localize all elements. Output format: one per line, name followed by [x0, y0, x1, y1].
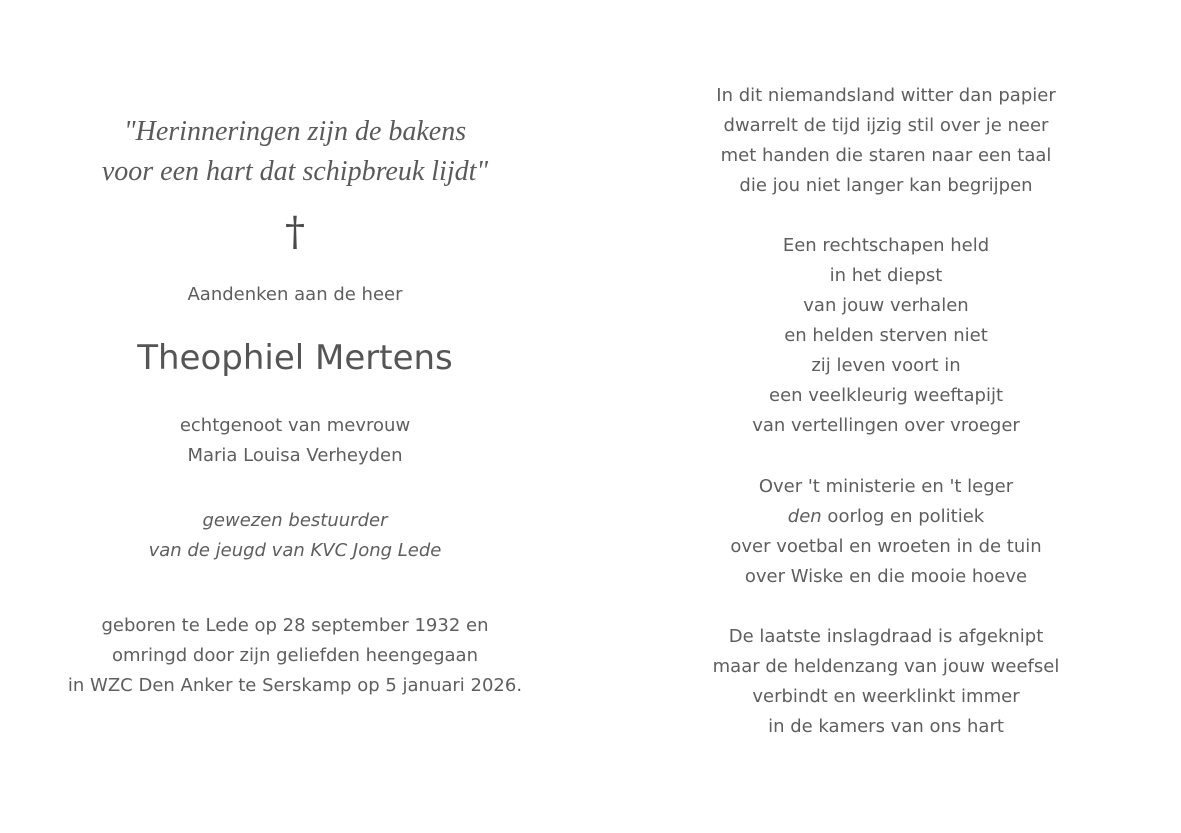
poem-line: De laatste inslagdraad is afgeknipt [728, 626, 1044, 647]
poem-line: in het diepst [829, 265, 943, 286]
role-line-2: van de jeugd van KVC Jong Lede [148, 540, 442, 561]
poem-line: Een rechtschapen held [782, 235, 990, 256]
role-block [40, 506, 550, 566]
poem-line: die jou niet langer kan begrijpen [739, 175, 1033, 196]
poem-line: zij leven voort in [811, 355, 961, 376]
quote-line-1: "Herinneringen zijn de bakens [123, 116, 467, 147]
quote-line-2: voor een hart dat schipbreuk lijdt" [101, 156, 489, 187]
poem-stanza-3 [636, 472, 1136, 592]
poem-line: verbindt en weerklinkt immer [752, 686, 1020, 707]
poem-line: Over 't ministerie en 't leger [758, 476, 1014, 497]
cross-icon: † [285, 209, 305, 255]
poem-line: In dit niemandsland witter dan papier [716, 85, 1056, 106]
dates-line-1: geboren te Lede op 28 september 1932 en [101, 615, 489, 636]
deceased-name: Theophiel Mertens [137, 338, 453, 378]
role-line-1: gewezen bestuurder [202, 510, 388, 531]
poem-line: met handen die staren naar een taal [720, 145, 1052, 166]
line-rest: oorlog en politiek [821, 506, 985, 527]
poem-stanza-4 [636, 622, 1136, 742]
poem-line: maar de heldenzang van jouw weefsel [712, 656, 1060, 677]
poem-line: in de kamers van ons hart [768, 716, 1004, 737]
dates-line-2: omringd door zijn geliefden heengegaan [112, 645, 478, 666]
spouse-line-1: echtgenoot van mevrouw [179, 415, 411, 436]
spouse-block [40, 411, 550, 471]
spouse-line-2: Maria Louisa Verheyden [187, 445, 403, 466]
poem-line-mixed [636, 502, 1136, 532]
poem-line: een veelkleurig weeftapijt [769, 385, 1003, 406]
dates-line-3: in WZC Den Anker te Serskamp op 5 januari 2026. [67, 675, 523, 696]
poem-stanza-2 [636, 231, 1136, 441]
poem-line: van vertellingen over vroeger [752, 415, 1020, 436]
quote [40, 112, 550, 192]
intro-text: Aandenken aan de heer [187, 284, 403, 305]
poem-line: en helden sterven niet [784, 325, 988, 346]
italic-word: den [787, 506, 822, 527]
poem-line: over voetbal en wroeten in de tuin [730, 536, 1042, 557]
poem-stanza-1 [636, 81, 1136, 201]
poem-line: over Wiske en die mooie hoeve [744, 566, 1028, 587]
poem-line: dwarrelt de tijd ijzig stil over je neer [723, 115, 1049, 136]
dates-block [40, 611, 550, 701]
poem-line: van jouw verhalen [803, 295, 969, 316]
